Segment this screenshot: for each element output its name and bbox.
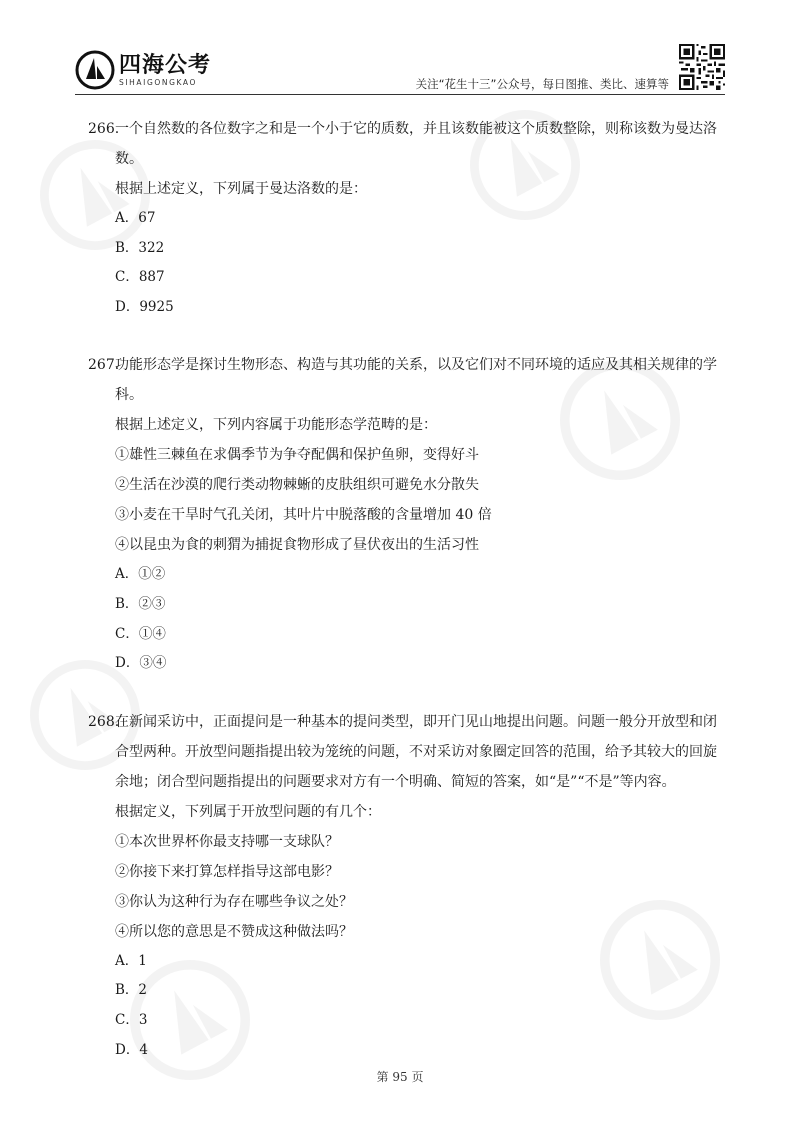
option-a: A．1 [115,952,147,969]
question-prompt: 根据定义，下列属于开放型问题的有几个： [115,803,381,820]
option-c: C．①④ [115,625,166,642]
statement-1: ①本次世界杯你最支持哪一支球队？ [115,833,339,850]
question-stem: 在新闻采访中，正面提问是一种基本的提问类型，即开门见山地提出问题。问题一般分开放型和闭合型两种。开放型问题指提出较为笼统的问题，不对采访对象圈定回答的范围，给予其较大的回旋余地；闭合型问题指提出的问题要求对方有一个明确、简短的答案，如“是”“不是”等内容。 [115,713,717,790]
option-b: B．2 [115,982,148,999]
question-stem: 功能形态学是探讨生物形态、构造与其功能的关系，以及它们对不同环境的适应及其相关规律的学科。 [115,357,717,404]
option-c: C．3 [115,1011,148,1028]
statement-2: ②生活在沙漠的爬行类动物棘蜥的皮肤组织可避免水分散失 [115,477,479,494]
sailboat-logo-icon [75,50,115,90]
question-prompt: 根据上述定义，下列内容属于功能形态学范畴的是： [115,417,437,434]
question-267 [88,350,728,678]
option-b: B．②③ [115,595,166,612]
question-number: 267. [88,357,120,374]
question-list [88,114,728,1093]
option-d: D．9925 [115,298,174,315]
qr-code-icon [679,44,725,90]
statement-4: ④所以您的意思是不赞成这种做法吗？ [115,923,353,940]
page-header [75,44,725,96]
question-number: 268. [88,713,120,730]
brand-name: 四海公考 [119,52,212,78]
brand-subtitle: SIHAIGONGKAO [119,77,197,87]
option-a: A．67 [115,210,156,226]
option-d: D．4 [115,1041,148,1058]
option-a: A．①② [115,566,166,583]
question-266 [88,114,728,322]
statement-1: ①雄性三棘鱼在求偶季节为争夺配偶和保护鱼卵，变得好斗 [115,447,479,464]
question-number: 266. [88,121,120,137]
option-b: B．322 [115,239,165,256]
option-d: D．③④ [115,655,167,672]
statement-2: ②你接下来打算怎样指导这部电影？ [115,863,339,880]
statement-3: ③你认为这种行为存在哪些争议之处？ [115,893,353,910]
header-divider [75,94,725,95]
question-268 [88,707,728,1065]
statement-3: ③小麦在干旱时气孔关闭，其叶片中脱落酸的含量增加 40 倍 [115,507,492,524]
option-c: C．887 [115,269,165,286]
question-stem: 一个自然数的各位数字之和是一个小于它的质数，并且该数能被这个质数整除，则称该数为曼达洛数。 [115,121,717,167]
page-number: 第 95 页 [376,1070,424,1084]
brand-logo [75,50,211,90]
statement-4: ④以昆虫为食的刺猬为捕捉食物形成了昼伏夜出的生活习性 [115,537,479,554]
header-note: 关注“花生十三”公众号，每日图推、类比、速算等 [415,77,669,91]
question-prompt: 根据上述定义，下列属于曼达洛数的是： [115,181,367,197]
